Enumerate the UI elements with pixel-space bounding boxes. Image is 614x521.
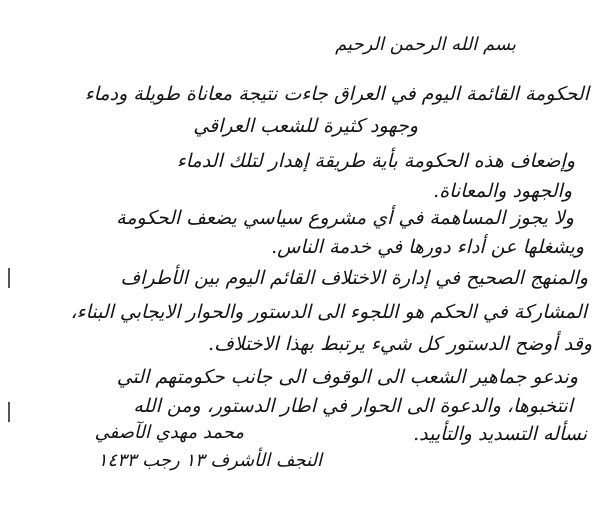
letter-line-3: وإضعاف هذه الحكومة بأية طريقة إهدار لتلك الدماء (176, 150, 575, 172)
letter-line-7: والمنهج الصحيح في إدارة الاختلاف القائم اليوم بين الأطراف (120, 267, 588, 289)
signature-place-date: النجف الأشرف ١٣ رجب ١٤٣٣ (97, 450, 322, 471)
margin-mark (8, 268, 10, 288)
letter-line-12: نسأله التسديد والتأييد. (413, 423, 587, 445)
signature-name: محمد مهدي الآصفي (94, 422, 244, 443)
margin-mark (8, 402, 10, 422)
letter-line-5: ولا يجوز المساهمة في أي مشروع سياسي يضعف الحكومة (116, 207, 574, 229)
letter-line-8: المشاركة في الحكم هو اللجوء الى الدستور والحوار الايجابي البناء، (70, 301, 587, 323)
letter-line-11: انتخبوها، والدعوة الى الحوار في اطار الدستور، ومن الله (133, 395, 573, 417)
letter-line-10: وندعو جماهير الشعب الى الوقوف الى جانب حكومتهم التي (116, 366, 578, 388)
letter-line-4: والجهود والمعاناة. (433, 180, 572, 202)
letter-line-2: وجهود كثيرة للشعب العراقي (193, 115, 418, 137)
letter-line-6: ويشغلها عن أداء دورها في خدمة الناس. (271, 236, 584, 258)
basmala: بسم الله الرحمن الرحيم (335, 34, 516, 55)
letter-line-1: الحكومة القائمة اليوم في العراق جاءت نتيجة معاناة طويلة ودماء (84, 83, 589, 105)
letter-line-9: وقد أوضح الدستور كل شيء يرتبط بهذا الاختلاف. (208, 333, 592, 355)
